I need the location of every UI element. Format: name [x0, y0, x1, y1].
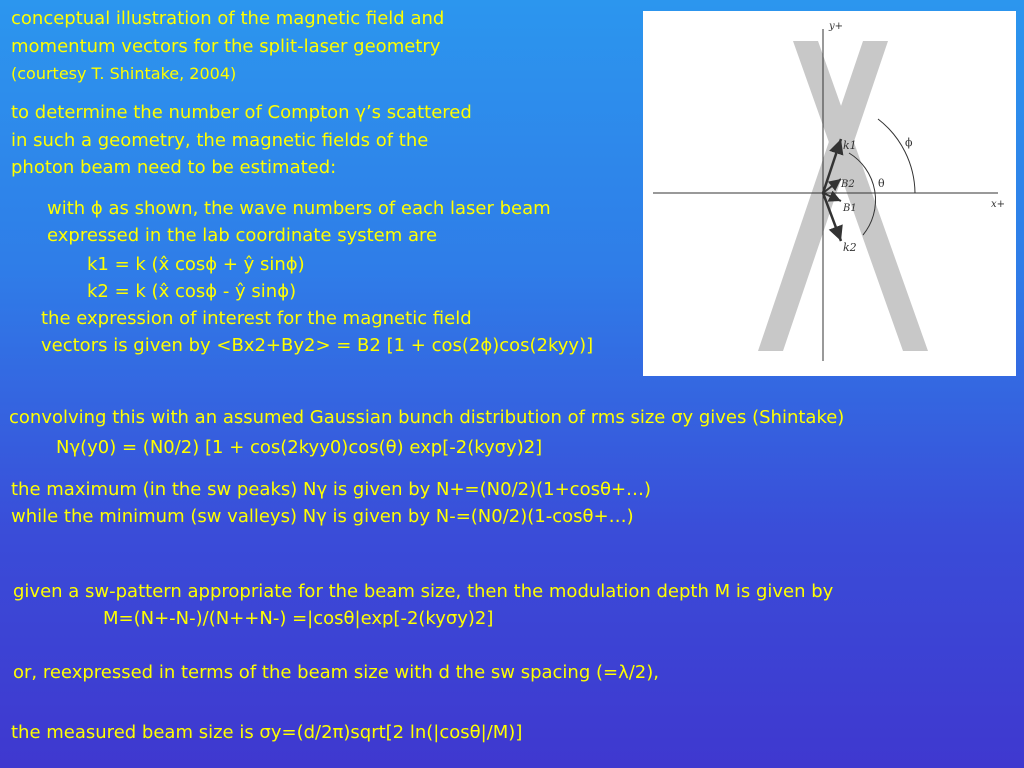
minimum-line: while the minimum (sw valleys) Nγ is given by N-=(N0/2)(1-cosθ+…) [11, 506, 634, 527]
expression-line-1: the expression of interest for the magnetic field [41, 308, 472, 329]
y-axis-label: y+ [829, 21, 844, 32]
k1-label: k1 [843, 139, 857, 152]
intro-line-1: conceptual illustration of the magnetic field and [11, 8, 445, 29]
modulation-formula: M=(N+-N-)/(N++N-) =|cosθ|exp[-2(kyσy)2] [103, 608, 494, 629]
k1-equation: k1 = k (x̂ cosϕ + ŷ sinϕ) [87, 254, 305, 275]
convolution-line: convolving this with an assumed Gaussian bunch distribution of rms size σy gives (Shintake) [9, 407, 845, 428]
convolution-formula: Nγ(y0) = (N0/2) [1 + cos(2kyy0)cos(θ) exp[-2(kyσy)2] [56, 437, 543, 458]
split-laser-diagram [643, 11, 1016, 376]
phi-label: ϕ [905, 136, 913, 149]
B1-label: B1 [843, 203, 857, 214]
theta-label: θ [878, 177, 885, 190]
compton-line-3: photon beam need to be estimated: [11, 157, 337, 178]
x-axis-label: x+ [991, 199, 1006, 210]
intro-line-2: momentum vectors for the split-laser geometry [11, 36, 441, 57]
expression-line-2: vectors is given by <Bx2+By2> = B2 [1 + cos(2ϕ)cos(2kyy)] [41, 335, 594, 356]
modulation-line: given a sw-pattern appropriate for the beam size, then the modulation depth M is given by [13, 581, 834, 602]
measured-beam-size-line: the measured beam size is σy=(d/2π)sqrt[2 ln(|cosθ|/M)] [11, 722, 523, 743]
maximum-line: the maximum (in the sw peaks) Nγ is given by N+=(N0/2)(1+cosθ+…) [11, 479, 652, 500]
wavenumber-line-1: with ϕ as shown, the wave numbers of each laser beam [47, 198, 551, 219]
B2-label: B2 [841, 179, 855, 190]
k2-label: k2 [843, 241, 857, 254]
reexpressed-line: or, reexpressed in terms of the beam size with d the sw spacing (=λ/2), [13, 662, 659, 683]
compton-line-2: in such a geometry, the magnetic fields of the [11, 130, 429, 151]
k2-equation: k2 = k (x̂ cosϕ - ŷ sinϕ) [87, 281, 297, 302]
wavenumber-line-2: expressed in the lab coordinate system are [47, 225, 438, 246]
compton-line-1: to determine the number of Compton γ’s scattered [11, 102, 472, 123]
intro-credit: (courtesy T. Shintake, 2004) [11, 64, 237, 83]
